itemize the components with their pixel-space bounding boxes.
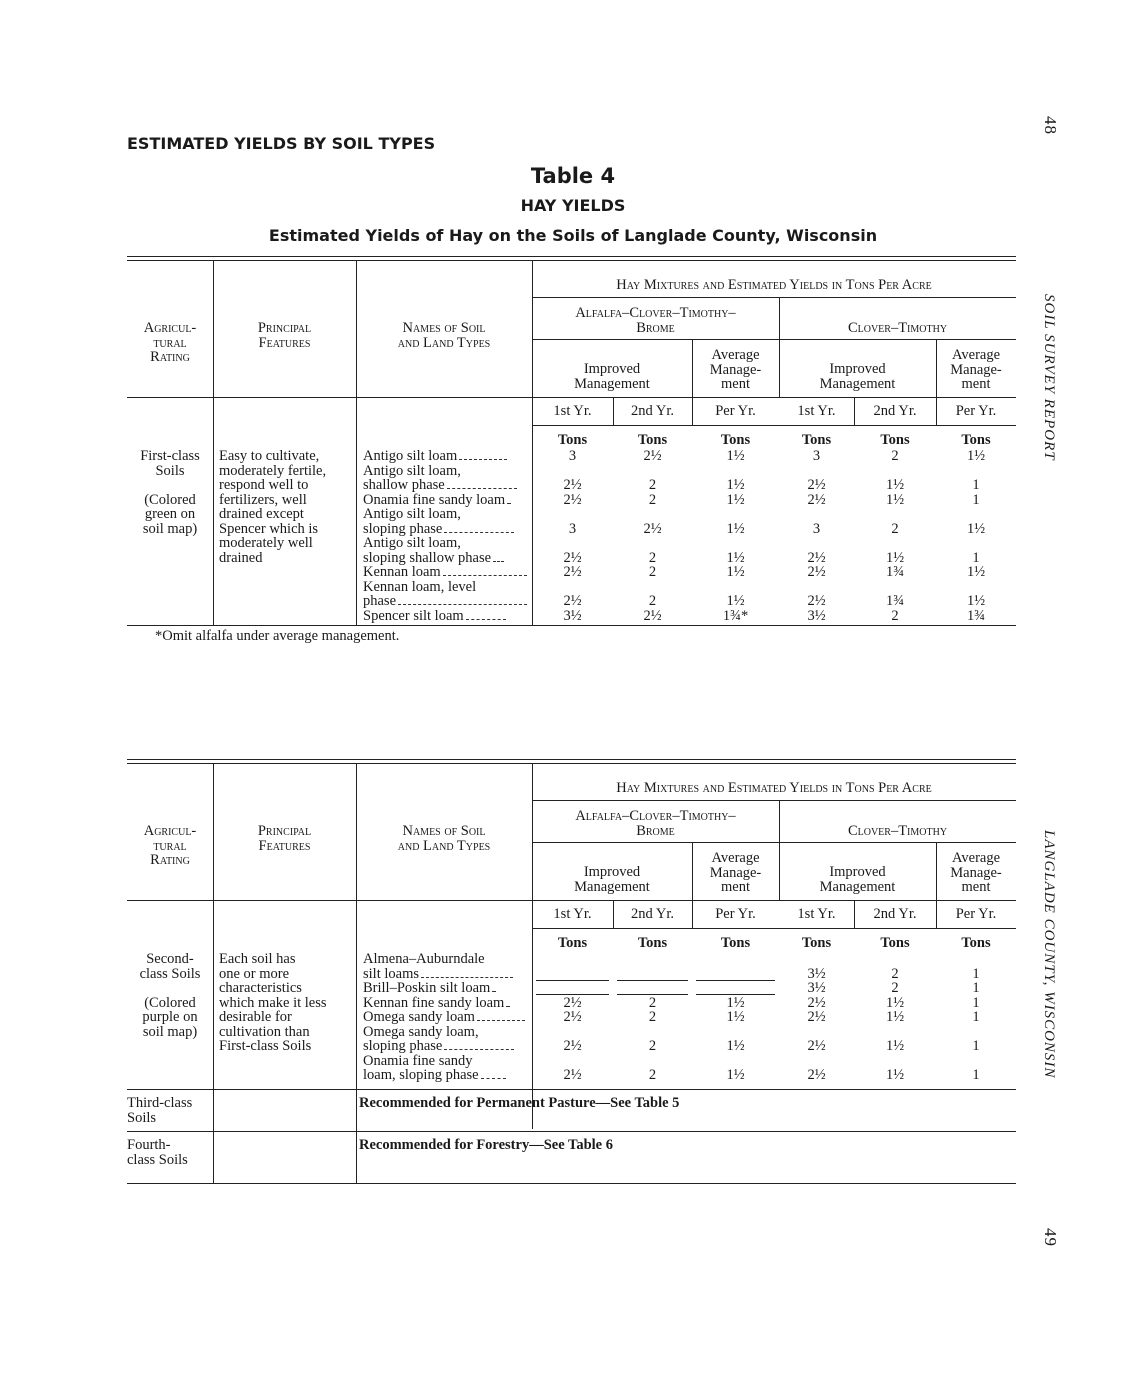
year-header: Per Yr. — [955, 906, 997, 922]
top-rule-double — [127, 763, 1016, 764]
soil-name: sloping phase — [363, 1039, 514, 1054]
class-rating: Soils — [127, 1109, 157, 1126]
yield-value: 2 — [891, 965, 899, 982]
hay-yields-table-second — [127, 759, 1016, 1184]
yield-value: 1 — [972, 477, 980, 493]
unit-label: Tons — [637, 935, 668, 951]
mgmt-rule — [532, 842, 1016, 843]
principal-features: Each soil has — [219, 951, 296, 967]
soil-name: Almena–Auburndale — [363, 951, 485, 967]
soil-name: silt loams — [363, 967, 513, 982]
page-number-left: 48 — [1041, 116, 1060, 135]
yield-value: 1½ — [726, 448, 745, 464]
yield-value: 2 — [648, 994, 657, 1011]
average-management-header: Manage- — [709, 864, 762, 881]
unit-label: Tons — [880, 935, 910, 951]
yield-value: 1½ — [726, 549, 745, 566]
yield-value: 3½ — [807, 980, 826, 996]
empty-cell-dash — [617, 980, 688, 981]
yield-value: 2½ — [643, 448, 662, 464]
features-header: Principal — [257, 320, 312, 336]
yield-value: 1 — [972, 549, 980, 566]
mixtures-rule — [532, 800, 1016, 801]
principal-features: moderately fertile, — [219, 462, 327, 479]
soil-names-header: and Land Types — [397, 334, 491, 351]
class-rating: class Soils — [127, 1151, 188, 1168]
yield-value: 1 — [972, 1038, 980, 1054]
yield-value: 2 — [891, 520, 899, 537]
mixtures-rule — [532, 297, 1016, 298]
yield-value: 1 — [972, 994, 980, 1011]
yield-value: 1 — [972, 965, 980, 982]
ag-rating-header: tural — [153, 837, 187, 854]
clover-timothy-header: Clover–Timothy — [847, 823, 948, 839]
col-rule — [356, 398, 357, 626]
features-header: Principal — [257, 823, 312, 839]
col-rule — [936, 398, 937, 426]
yield-value: 1½ — [885, 1067, 905, 1083]
principal-features: drained except — [219, 506, 304, 522]
row-rule — [127, 1131, 1016, 1132]
clover-timothy-header: Clover–Timothy — [847, 320, 948, 336]
row-rule — [127, 1089, 1016, 1090]
fourth-class-note: Recommended for Forestry—See Table 6 — [359, 1137, 613, 1153]
hay-yields-table-first — [127, 256, 1016, 626]
yield-value: 2½ — [563, 549, 582, 566]
yield-value: 3 — [812, 520, 821, 537]
yield-value: 2½ — [563, 477, 582, 493]
soil-name: Antigo silt loam, — [363, 535, 461, 551]
yield-value: 2½ — [807, 491, 826, 508]
principal-features: moderately well — [219, 535, 313, 551]
principal-features: desirable for — [219, 1009, 292, 1025]
soil-names-header: Names of Soil — [402, 320, 486, 336]
yield-value: 2½ — [807, 593, 826, 609]
soil-name: Antigo silt loam — [363, 449, 507, 464]
yield-value: 1½ — [966, 520, 986, 537]
yield-value: 1 — [972, 1067, 980, 1083]
yield-value: 2½ — [807, 1009, 826, 1025]
class-rating: (Colored — [144, 994, 196, 1011]
col-rule — [854, 901, 855, 929]
improved-management-header: Improved — [583, 864, 641, 880]
alfalfa-clover-header: Alfalfa–Clover–Timothy– — [575, 808, 736, 824]
yield-value: 1½ — [885, 1009, 905, 1025]
unit-label: Tons — [961, 432, 991, 448]
year-header: 2nd Yr. — [631, 906, 674, 922]
empty-cell-dash — [696, 980, 775, 981]
soil-name: loam, sloping phase — [363, 1068, 506, 1083]
yield-value: 2 — [648, 491, 657, 508]
col-rule — [854, 398, 855, 426]
yield-value: 2½ — [563, 593, 582, 609]
mixtures-header: Hay Mixtures and Estimated Yields in Tons Per Acre — [616, 780, 932, 796]
year-rule — [532, 928, 1016, 929]
yield-value: 1½ — [885, 491, 905, 508]
unit-label: Tons — [801, 432, 832, 448]
soil-name: Antigo silt loam, — [363, 462, 461, 479]
year-header: 2nd Yr. — [873, 906, 917, 922]
yield-value: 2½ — [643, 607, 662, 624]
yield-value: 2 — [891, 607, 899, 624]
average-management-header: Average — [951, 347, 1001, 363]
alfalfa-clover-header: Alfalfa–Clover–Timothy– — [575, 305, 736, 321]
bottom-rule — [127, 625, 1016, 626]
col-rule — [936, 339, 937, 398]
yield-value: 1½ — [726, 1067, 745, 1083]
class-rating: Fourth- — [127, 1137, 171, 1153]
soil-name: Onamia fine sandy — [363, 1052, 473, 1069]
soil-name: Brill–Poskin silt loam — [363, 981, 496, 996]
soil-name: Kennan loam — [363, 565, 527, 580]
yield-value: 1½ — [726, 491, 745, 508]
yield-value: 1½ — [726, 520, 745, 537]
yield-value: 2½ — [807, 994, 826, 1011]
table-number: Table 4 — [530, 164, 616, 188]
yield-value: 2 — [648, 477, 657, 493]
principal-features: First-class Soils — [219, 1038, 312, 1054]
class-rating: purple on — [142, 1009, 198, 1025]
soil-name: shallow phase — [363, 478, 517, 493]
yield-value: 2 — [648, 549, 657, 566]
year-header: 1st Yr. — [797, 906, 836, 922]
improved-management-header: Improved — [829, 361, 886, 377]
year-rule — [532, 425, 1016, 426]
principal-features: cultivation than — [219, 1023, 310, 1040]
class-rating: (Colored — [144, 491, 196, 508]
yield-value: 2½ — [563, 491, 582, 508]
principal-features: fertilizers, well — [219, 491, 307, 508]
yield-value: 3 — [812, 448, 821, 464]
soil-name: Kennan loam, level — [363, 578, 477, 595]
improved-management-header: Improved — [583, 361, 641, 377]
average-management-header: Average — [951, 850, 1001, 866]
yield-value: 2 — [648, 1009, 657, 1025]
unit-label: Tons — [801, 935, 832, 951]
soil-name: Antigo silt loam, — [363, 506, 461, 522]
top-rule-double — [127, 260, 1016, 261]
average-management-header: ment — [961, 879, 991, 895]
principal-features: Spencer which is — [219, 520, 319, 537]
unit-label: Tons — [720, 432, 751, 448]
year-header: Per Yr. — [715, 403, 756, 419]
yield-value: 1¾* — [722, 607, 749, 624]
soil-name: Spencer silt loam — [363, 609, 506, 624]
soil-name: Onamia fine sandy loam — [363, 493, 511, 508]
side-running-title-top: SOIL SURVEY REPORT — [1041, 294, 1057, 461]
average-management-header: ment — [721, 376, 750, 392]
yield-value: 2 — [891, 980, 899, 996]
class-rating: soil map) — [142, 1023, 198, 1040]
unit-label: Tons — [557, 432, 588, 448]
principal-features: one or more — [219, 965, 290, 982]
soil-names-header: and Land Types — [397, 837, 491, 854]
average-management-header: Manage- — [950, 864, 1002, 881]
yield-value: 1½ — [726, 1038, 745, 1054]
yield-value: 3½ — [563, 607, 582, 624]
yield-value: 1½ — [885, 994, 905, 1011]
table-title: HAY YIELDS — [520, 196, 626, 215]
soil-name: Omega sandy loam — [363, 1010, 525, 1025]
yield-value: 3½ — [807, 965, 826, 982]
col-rule — [613, 398, 614, 426]
soil-name: phase — [363, 594, 527, 609]
unit-label: Tons — [637, 432, 668, 448]
footnote: *Omit alfalfa under average management. — [155, 628, 400, 644]
yield-value: 3 — [568, 520, 577, 537]
principal-features: respond well to — [219, 477, 309, 493]
alfalfa-clover-header: Brome — [636, 319, 675, 336]
year-header: 2nd Yr. — [631, 403, 674, 419]
average-management-header: Manage- — [709, 361, 762, 378]
table-subtitle: Estimated Yields of Hay on the Soils of Langlade County, Wisconsin — [268, 226, 878, 245]
yield-value: 1 — [972, 980, 980, 996]
ag-rating-header: Agricul- — [143, 320, 197, 336]
improved-management-header: Management — [574, 375, 650, 392]
yield-value: 1¾ — [885, 564, 905, 580]
year-header: 1st Yr. — [553, 906, 592, 922]
class-rating: Third-class — [127, 1095, 193, 1111]
year-header: 1st Yr. — [553, 403, 592, 419]
year-header: Per Yr. — [955, 403, 997, 419]
soil-name: sloping shallow phase — [363, 551, 504, 566]
yield-value: 2 — [891, 448, 899, 464]
yield-value: 1½ — [885, 477, 905, 493]
yield-value: 2½ — [807, 564, 826, 580]
col-rule — [936, 901, 937, 929]
class-rating: soil map) — [142, 520, 198, 537]
yield-value: 2 — [648, 1067, 657, 1083]
class-rating: First-class — [140, 448, 200, 464]
year-header: 2nd Yr. — [873, 403, 917, 419]
yield-value: 1¾ — [966, 607, 986, 624]
col-rule — [613, 901, 614, 929]
class-rating: green on — [144, 506, 196, 522]
yield-value: 1 — [972, 491, 980, 508]
class-rating: class Soils — [139, 965, 201, 982]
ag-rating-header: Rating — [150, 852, 190, 868]
unit-label: Tons — [557, 935, 588, 951]
yield-value: 2½ — [563, 1067, 582, 1083]
ag-rating-header: Agricul- — [143, 823, 197, 839]
yield-value: 1½ — [726, 564, 745, 580]
yield-value: 2½ — [807, 1067, 826, 1083]
principal-features: characteristics — [219, 980, 302, 996]
col-rule — [692, 398, 693, 426]
unit-label: Tons — [880, 432, 910, 448]
yield-value: 2½ — [563, 994, 582, 1011]
average-management-header: ment — [961, 376, 991, 392]
soil-name: Kennan fine sandy loam — [363, 996, 510, 1011]
ag-rating-header: Rating — [150, 349, 190, 365]
soil-names-header: Names of Soil — [402, 823, 486, 839]
yield-value: 1½ — [966, 564, 986, 580]
principal-features: Easy to cultivate, — [219, 448, 320, 464]
yield-value: 3½ — [807, 607, 826, 624]
improved-management-header: Improved — [829, 864, 886, 880]
improved-management-header: Management — [819, 878, 896, 895]
col-rule — [213, 398, 214, 626]
yield-value: 1½ — [726, 593, 745, 609]
yield-value: 2½ — [563, 1009, 582, 1025]
features-header: Features — [258, 334, 311, 351]
col-rule — [213, 901, 214, 1184]
principal-features: drained — [219, 549, 263, 566]
soil-name: Omega sandy loam, — [363, 1023, 479, 1040]
unit-label: Tons — [961, 935, 991, 951]
bottom-rule — [127, 1183, 1016, 1184]
alfalfa-clover-header: Brome — [636, 822, 675, 839]
year-header: Per Yr. — [715, 906, 756, 922]
class-rating: Second- — [146, 951, 194, 967]
col-rule — [692, 842, 693, 901]
soil-name: sloping phase — [363, 522, 514, 537]
ag-rating-header: tural — [153, 334, 187, 351]
mgmt-rule — [532, 339, 1016, 340]
average-management-header: Manage- — [950, 361, 1002, 378]
average-management-header: Average — [711, 347, 760, 363]
yield-value: 1 — [972, 1009, 980, 1025]
improved-management-header: Management — [574, 878, 650, 895]
side-running-title-bottom: LANGLADE COUNTY, WISCONSIN — [1041, 830, 1057, 1079]
running-header: ESTIMATED YIELDS BY SOIL TYPES — [127, 134, 436, 153]
third-class-note: Recommended for Permanent Pasture—See Table 5 — [359, 1095, 680, 1111]
top-rule — [127, 256, 1016, 257]
yield-value: 1½ — [726, 477, 745, 493]
yield-value: 3 — [568, 448, 577, 464]
yield-value: 2 — [648, 1038, 657, 1054]
col-rule — [692, 339, 693, 398]
average-management-header: ment — [721, 879, 750, 895]
yield-value: 2½ — [563, 1038, 582, 1054]
top-rule — [127, 759, 1016, 760]
col-rule — [692, 901, 693, 929]
yield-value: 1½ — [726, 994, 745, 1011]
year-header: 1st Yr. — [797, 403, 836, 419]
yield-value: 1½ — [726, 1009, 745, 1025]
class-rating: Soils — [155, 462, 185, 479]
col-rule — [356, 901, 357, 1184]
yield-value: 1½ — [966, 448, 986, 464]
header-rule — [127, 397, 1016, 398]
improved-management-header: Management — [819, 375, 896, 392]
unit-label: Tons — [720, 935, 751, 951]
average-management-header: Average — [711, 850, 760, 866]
yield-value: 1¾ — [885, 593, 905, 609]
empty-cell-dash — [536, 980, 609, 981]
yield-value: 2½ — [563, 564, 582, 580]
yield-value: 2½ — [807, 549, 826, 566]
principal-features: which make it less — [219, 994, 327, 1011]
yield-value: 2½ — [807, 1038, 826, 1054]
yield-value: 2½ — [643, 520, 662, 537]
header-rule — [127, 900, 1016, 901]
page-number-right: 49 — [1041, 1228, 1060, 1247]
yield-value: 2 — [648, 564, 657, 580]
col-rule — [936, 842, 937, 901]
yield-value: 1½ — [885, 1038, 905, 1054]
yield-value: 1½ — [966, 593, 986, 609]
mixtures-header: Hay Mixtures and Estimated Yields in Tons Per Acre — [616, 277, 932, 293]
yield-value: 1½ — [885, 549, 905, 566]
features-header: Features — [258, 837, 311, 854]
yield-value: 2 — [648, 593, 657, 609]
yield-value: 2½ — [807, 477, 826, 493]
